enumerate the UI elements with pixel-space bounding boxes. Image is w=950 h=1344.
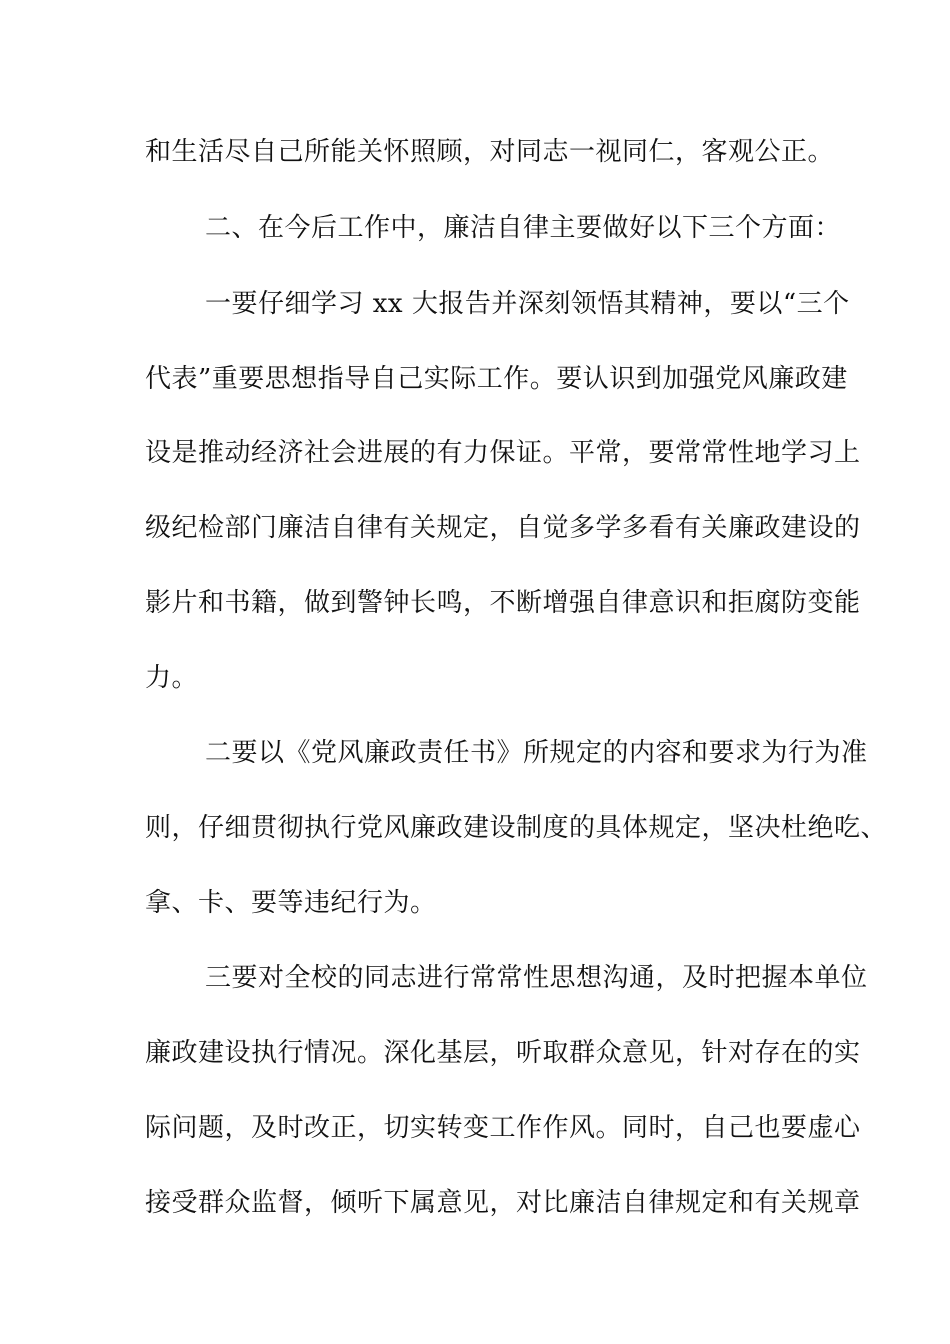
text-line: 影片和书籍，做到警钟长鸣，不断增强自律意识和拒腐防变能 bbox=[145, 588, 861, 618]
text-line: 代表”重要思想指导自己实际工作。要认识到加强党风廉政建 bbox=[145, 364, 848, 394]
text-line: 接受群众监督，倾听下属意见，对比廉洁自律规定和有关规章 bbox=[145, 1188, 861, 1218]
text-line: 二要以《党风廉政责任书》所规定的内容和要求为行为准 bbox=[205, 738, 868, 768]
text-line: 拿、卡、要等违纪行为。 bbox=[145, 888, 437, 918]
text-line: 和生活尽自己所能关怀照顾，对同志一视同仁，客观公正。 bbox=[145, 137, 835, 167]
section-heading: 二、在今后工作中，廉洁自律主要做好以下三个方面： bbox=[205, 213, 842, 243]
text-line: 廉政建设执行情况。深化基层，听取群众意见，针对存在的实 bbox=[145, 1038, 861, 1068]
text-line: 三要对全校的同志进行常常性思想沟通，及时把握本单位 bbox=[205, 963, 868, 993]
text-line: 一要仔细学习 xx 大报告并深刻领悟其精神，要以“三个 bbox=[205, 289, 850, 319]
text-line: 则，仔细贯彻执行党风廉政建设制度的具体规定，坚决杜绝吃、 bbox=[145, 813, 888, 843]
text-line: 际问题，及时改正，切实转变工作作风。同时，自己也要虚心 bbox=[145, 1113, 861, 1143]
text-line: 力。 bbox=[145, 663, 199, 693]
text-line: 级纪检部门廉洁自律有关规定，自觉多学多看有关廉政建设的 bbox=[145, 513, 861, 543]
text-line: 设是推动经济社会进展的有力保证。平常，要常常性地学习上 bbox=[145, 438, 861, 468]
